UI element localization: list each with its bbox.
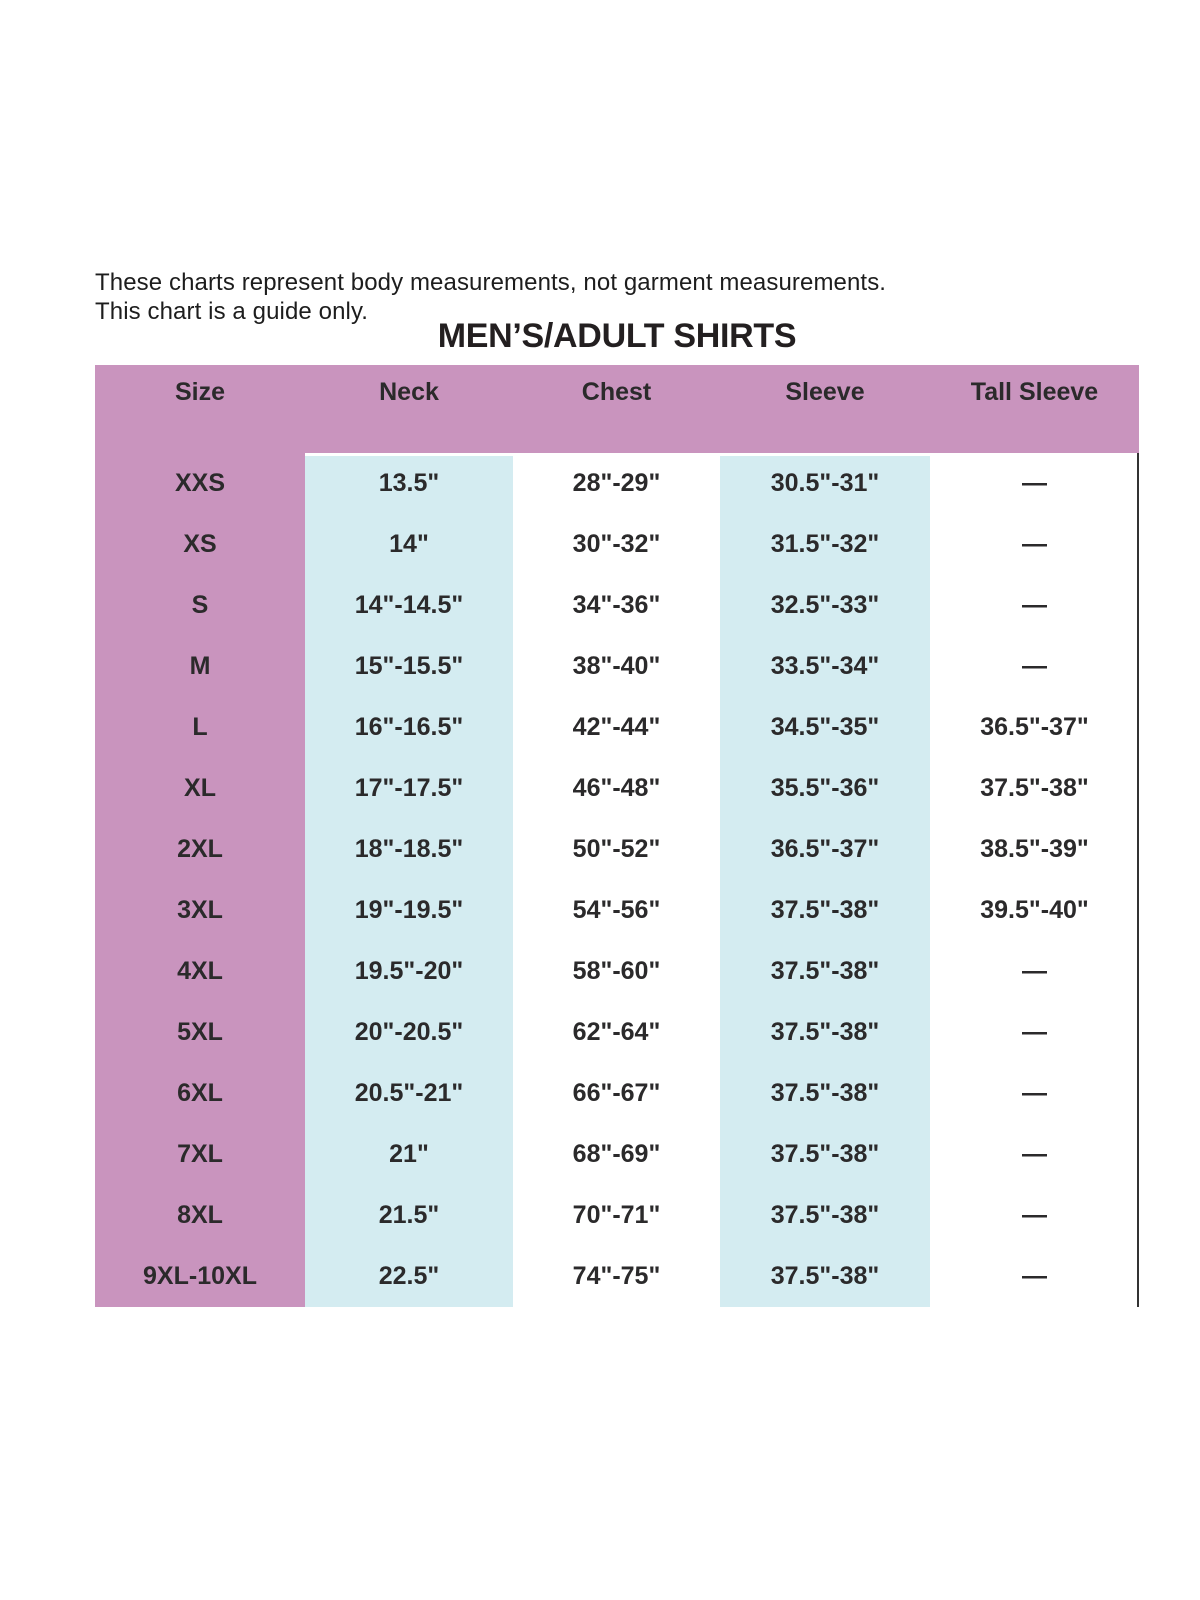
column-header-sleeve: Sleeve xyxy=(785,378,865,406)
cell-chest: 28"-29" xyxy=(572,469,661,497)
cell-sleeve: 37.5"-38" xyxy=(720,1246,930,1307)
cell-neck: 16"-16.5" xyxy=(305,697,513,758)
cell-chest: 66"-67" xyxy=(572,1079,661,1107)
page-title: MEN’S/ADULT SHIRTS xyxy=(437,317,797,355)
cell-chest: 58"-60" xyxy=(572,957,661,985)
cell-tall_sleeve: 39.5"-40" xyxy=(980,896,1089,924)
table-row xyxy=(95,575,1137,636)
cell-tall_sleeve: — xyxy=(1022,530,1047,558)
cell-tall_sleeve: 36.5"-37" xyxy=(980,713,1089,741)
cell-sleeve: 35.5"-36" xyxy=(720,758,930,819)
row-size-label: 4XL xyxy=(95,941,305,1002)
disclaimer-line-2: This chart is a guide only. xyxy=(95,298,369,325)
column-header-size: Size xyxy=(174,378,226,406)
table-row xyxy=(95,1185,1137,1246)
cell-tall_sleeve: — xyxy=(1022,957,1047,985)
cell-tall_sleeve: — xyxy=(1022,1018,1047,1046)
row-size-label: 3XL xyxy=(95,880,305,941)
table-body xyxy=(95,453,1139,1307)
row-size-label: XXS xyxy=(95,453,305,514)
cell-sleeve: 33.5"-34" xyxy=(720,636,930,697)
row-size-label: M xyxy=(95,636,305,697)
cell-tall_sleeve: — xyxy=(1022,1201,1047,1229)
cell-neck: 13.5" xyxy=(305,453,513,514)
disclaimer-line-1: These charts represent body measurements, not garment measurements. xyxy=(95,269,887,296)
cell-neck: 20"-20.5" xyxy=(305,1002,513,1063)
row-size-label: 5XL xyxy=(95,1002,305,1063)
cell-neck: 17"-17.5" xyxy=(305,758,513,819)
cell-sleeve: 37.5"-38" xyxy=(720,941,930,1002)
table-row xyxy=(95,1124,1137,1185)
cell-sleeve: 30.5"-31" xyxy=(720,453,930,514)
cell-sleeve: 34.5"-35" xyxy=(720,697,930,758)
cell-tall_sleeve: — xyxy=(1022,591,1047,619)
table-row xyxy=(95,697,1137,758)
cell-chest: 30"-32" xyxy=(572,530,661,558)
table-header-row xyxy=(95,365,1139,453)
table-row xyxy=(95,1002,1137,1063)
cell-neck: 15"-15.5" xyxy=(305,636,513,697)
cell-neck: 19"-19.5" xyxy=(305,880,513,941)
table-row xyxy=(95,1063,1137,1124)
cell-chest: 38"-40" xyxy=(572,652,661,680)
row-size-label: 7XL xyxy=(95,1124,305,1185)
cell-sleeve: 31.5"-32" xyxy=(720,514,930,575)
cell-neck: 20.5"-21" xyxy=(305,1063,513,1124)
size-chart-table xyxy=(95,365,1139,1307)
cell-tall_sleeve: — xyxy=(1022,1262,1047,1290)
row-size-label: XS xyxy=(95,514,305,575)
cell-sleeve: 37.5"-38" xyxy=(720,1124,930,1185)
cell-sleeve: 37.5"-38" xyxy=(720,880,930,941)
cell-chest: 68"-69" xyxy=(572,1140,661,1168)
row-size-label: 2XL xyxy=(95,819,305,880)
row-size-label: L xyxy=(95,697,305,758)
table-row xyxy=(95,880,1137,941)
cell-neck: 21.5" xyxy=(305,1185,513,1246)
cell-neck: 22.5" xyxy=(305,1246,513,1307)
cell-tall_sleeve: — xyxy=(1022,1140,1047,1168)
table-row xyxy=(95,941,1137,1002)
row-size-label: 6XL xyxy=(95,1063,305,1124)
cell-sleeve: 37.5"-38" xyxy=(720,1063,930,1124)
cell-chest: 46"-48" xyxy=(572,774,661,802)
table-row xyxy=(95,1246,1137,1307)
cell-neck: 21" xyxy=(305,1124,513,1185)
row-size-label: XL xyxy=(95,758,305,819)
cell-sleeve: 37.5"-38" xyxy=(720,1002,930,1063)
column-header-chest: Chest xyxy=(581,378,652,406)
cell-neck: 19.5"-20" xyxy=(305,941,513,1002)
table-row xyxy=(95,636,1137,697)
cell-sleeve: 37.5"-38" xyxy=(720,1185,930,1246)
cell-sleeve: 32.5"-33" xyxy=(720,575,930,636)
table-row xyxy=(95,514,1137,575)
cell-tall_sleeve: — xyxy=(1022,652,1047,680)
cell-tall_sleeve: 37.5"-38" xyxy=(980,774,1089,802)
cell-tall_sleeve: — xyxy=(1022,1079,1047,1107)
cell-chest: 74"-75" xyxy=(572,1262,661,1290)
cell-neck: 14" xyxy=(305,514,513,575)
cell-tall_sleeve: 38.5"-39" xyxy=(980,835,1089,863)
table-row xyxy=(95,819,1137,880)
column-header-tall-sleeve: Tall Sleeve xyxy=(970,378,1099,406)
cell-neck: 14"-14.5" xyxy=(305,575,513,636)
row-size-label: 9XL-10XL xyxy=(95,1246,305,1307)
row-size-label: 8XL xyxy=(95,1185,305,1246)
cell-chest: 42"-44" xyxy=(572,713,661,741)
cell-chest: 34"-36" xyxy=(572,591,661,619)
column-header-neck: Neck xyxy=(379,378,439,406)
cell-tall_sleeve: — xyxy=(1022,469,1047,497)
cell-chest: 70"-71" xyxy=(572,1201,661,1229)
cell-chest: 62"-64" xyxy=(572,1018,661,1046)
cell-neck: 18"-18.5" xyxy=(305,819,513,880)
cell-chest: 50"-52" xyxy=(572,835,661,863)
cell-sleeve: 36.5"-37" xyxy=(720,819,930,880)
cell-chest: 54"-56" xyxy=(572,896,661,924)
table-row xyxy=(95,453,1137,514)
table-row xyxy=(95,758,1137,819)
row-size-label: S xyxy=(95,575,305,636)
